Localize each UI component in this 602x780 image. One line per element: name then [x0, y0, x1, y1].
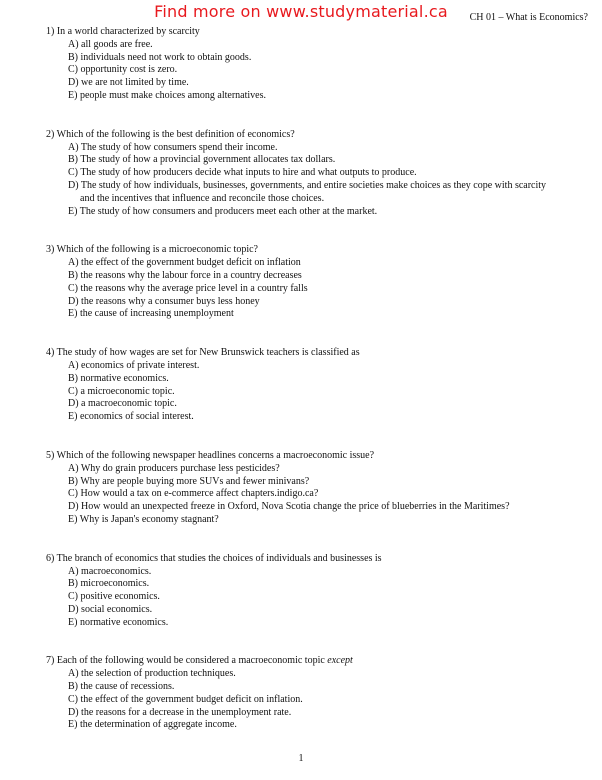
answer-option	[46, 578, 586, 591]
answer-option-text: C) opportunity cost is zero.	[68, 64, 178, 76]
answer-option-text: B) the cause of recessions.	[68, 681, 175, 693]
answer-option-text: A) The study of how consumers spend their income.	[68, 141, 278, 153]
answer-option	[46, 411, 586, 424]
watermark-text: Find more on www.studymaterial.ca	[154, 2, 448, 21]
answer-option	[46, 154, 586, 167]
answer-option-text: C) How would a tax on e-commerce affect chapters.indigo.ca?	[68, 488, 319, 500]
answer-option	[46, 463, 586, 476]
answer-option	[46, 64, 586, 77]
answer-option-text: E) normative economics.	[68, 616, 169, 628]
answer-option-text: E) the determination of aggregate income.	[68, 719, 237, 731]
page-number: 1	[298, 753, 304, 764]
answer-option-text: B) individuals need not work to obtain goods.	[68, 51, 252, 63]
answer-option-text: B) the reasons why the labour force in a country decreases	[68, 269, 302, 281]
answer-option	[46, 373, 586, 386]
answer-option	[46, 476, 586, 489]
answer-option	[46, 283, 586, 296]
answer-option	[46, 694, 586, 707]
question-stem	[46, 347, 586, 360]
answer-option-text: B) Why are people buying more SUVs and fewer minivans?	[68, 475, 310, 487]
answer-option-text: D) the reasons for a decrease in the unemployment rate.	[68, 706, 292, 718]
answer-option	[46, 90, 586, 103]
answer-option	[46, 668, 586, 681]
answer-option-text: B) normative economics.	[68, 372, 169, 384]
answer-option-text: E) Why is Japan's economy stagnant?	[68, 513, 219, 525]
answer-option-text: D) we are not limited by time.	[68, 77, 189, 89]
answer-option	[46, 604, 586, 617]
answer-option-text: C) a microeconomic topic.	[68, 385, 175, 397]
question-4	[46, 347, 586, 424]
question-stem	[46, 655, 586, 668]
answer-option	[46, 681, 586, 694]
answer-option	[46, 566, 586, 579]
question-list	[46, 26, 586, 732]
answer-option-text: C) the reasons why the average price level in a country falls	[68, 282, 308, 294]
answer-option	[46, 77, 586, 90]
answer-option-text: E) economics of social interest.	[68, 411, 194, 423]
answer-option-text: E) people must make choices among alternatives.	[68, 89, 266, 101]
answer-option	[46, 591, 586, 604]
question-stem	[46, 553, 586, 566]
answer-option-text: C) positive economics.	[68, 591, 160, 603]
answer-option	[46, 617, 586, 630]
chapter-heading: CH 01 – What is Economics?	[469, 12, 588, 23]
question-stem	[46, 129, 586, 142]
answer-option-text: D) How would an unexpected freeze in Oxford, Nova Scotia change the price of blueberries in the Maritimes?	[68, 501, 510, 513]
answer-option	[46, 206, 586, 219]
answer-option	[46, 270, 586, 283]
question-7	[46, 655, 586, 732]
answer-option-text: D) The study of how individuals, businesses, governments, and entire societies make choices as they cope with scarcity	[68, 179, 547, 191]
answer-option-text: B) The study of how a provincial government allocates tax dollars.	[68, 154, 336, 166]
answer-option-text: B) microeconomics.	[68, 578, 150, 590]
answer-option	[46, 296, 586, 309]
question-6	[46, 553, 586, 630]
answer-option	[46, 308, 586, 321]
answer-option-text: C) The study of how producers decide what inputs to hire and what outputs to produce.	[68, 167, 417, 179]
answer-option	[46, 360, 586, 373]
question-stem	[46, 450, 586, 463]
question-1	[46, 26, 586, 103]
answer-option	[46, 719, 586, 732]
answer-option-text: A) all goods are free.	[68, 38, 153, 50]
answer-option-text: A) Why do grain producers purchase less pesticides?	[68, 462, 280, 474]
answer-option	[46, 142, 586, 155]
question-2	[46, 129, 586, 219]
question-stem-emphasis: except	[327, 655, 353, 667]
answer-option-text: E) the cause of increasing unemployment	[68, 308, 234, 320]
answer-option	[46, 386, 586, 399]
answer-option	[46, 180, 586, 206]
answer-option-text: D) the reasons why a consumer buys less honey	[68, 295, 260, 307]
question-5	[46, 450, 586, 527]
answer-option-text: E) The study of how consumers and producers meet each other at the market.	[68, 205, 378, 217]
question-stem-text: 1) In a world characterized by scarcity	[46, 26, 200, 37]
answer-option	[46, 52, 586, 65]
question-stem	[46, 244, 586, 257]
question-stem-text: 4) The study of how wages are set for New Brunswick teachers is classified as	[46, 347, 360, 359]
question-3	[46, 244, 586, 321]
question-stem-text: 2) Which of the following is the best definition of economics?	[46, 128, 295, 140]
answer-option	[46, 488, 586, 501]
answer-option-text: A) the selection of production techniques.	[68, 668, 236, 680]
answer-option-text: C) the effect of the government budget deficit on inflation.	[68, 693, 303, 705]
answer-option	[46, 514, 586, 527]
question-stem-text: 5) Which of the following newspaper headlines concerns a macroeconomic issue?	[46, 449, 375, 461]
answer-option	[46, 501, 586, 514]
answer-option	[46, 257, 586, 270]
answer-option-continuation: and the incentives that influence and reconcile those choices.	[80, 192, 325, 204]
answer-option-text: A) the effect of the government budget deficit on inflation	[68, 257, 301, 269]
answer-option-text: A) macroeconomics.	[68, 565, 152, 577]
answer-option-text: A) economics of private interest.	[68, 359, 200, 371]
answer-option	[46, 167, 586, 180]
question-stem-text: 6) The branch of economics that studies the choices of individuals and businesses is	[46, 552, 382, 564]
answer-option-text: D) social economics.	[68, 603, 153, 615]
question-stem-text: 7) Each of the following would be considered a macroeconomic topic	[46, 655, 328, 667]
answer-option	[46, 398, 586, 411]
question-stem-text: 3) Which of the following is a microeconomic topic?	[46, 244, 258, 256]
answer-option	[46, 707, 586, 720]
question-stem	[46, 26, 586, 39]
answer-option-text: D) a macroeconomic topic.	[68, 398, 177, 410]
answer-option	[46, 39, 586, 52]
